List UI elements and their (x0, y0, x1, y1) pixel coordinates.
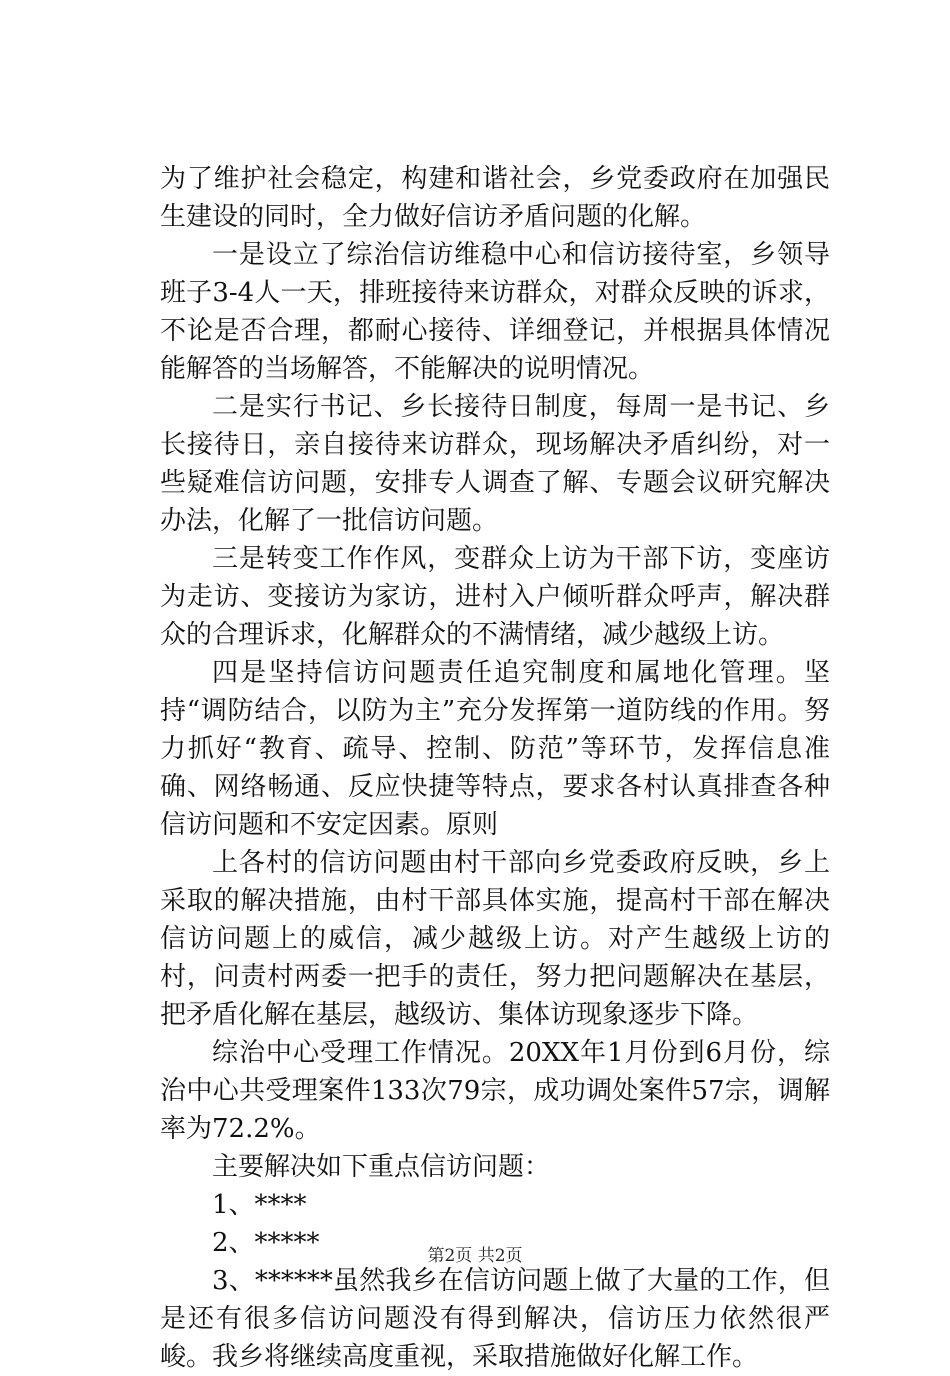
document-body (160, 160, 830, 1376)
paragraph-key-issues-heading: 主要解决如下重点信访问题： (212, 1152, 551, 1182)
page-number: 第2页 共2页 (427, 1246, 523, 1266)
list-item-issue-1: 1、**** (212, 1190, 307, 1220)
page-footer (0, 1244, 950, 1268)
paragraph-center-stats: 综治中心受理工作情况。20XX年1月份到6月份，综治中心共受理案件133次79宗，成功调处案件57宗，调解率为72.2%。 (160, 1038, 830, 1144)
paragraph-point-two: 二是实行书记、乡长接待日制度，每周一是书记、乡长接待日，亲自接待来访群众，现场解决矛盾纠纷，对一些疑难信访问题，安排专人调查了解、专题会议研究解决办法，化解了一批信访问题。 (160, 392, 830, 536)
paragraph-point-one: 一是设立了综治信访维稳中心和信访接待室，乡领导班子3-4人一天，排班接待来访群众，对群众反映的诉求，不论是否合理，都耐心接待、详细登记，并根据具体情况能解答的当场解答，不能解决的说明情况。 (160, 240, 830, 384)
list-item-issue-3: 3、******虽然我乡在信访问题上做了大量的工作，但是还有很多信访问题没有得到解决，信访压力依然很严峻。我乡将继续高度重视，采取措施做好化解工作。 (160, 1266, 830, 1372)
paragraph-point-three: 三是转变工作作风，变群众上访为干部下访，变座访为走访、变接访为家访，进村入户倾听群众呼声，解决群众的合理诉求，化解群众的不满情绪，减少越级上访。 (160, 544, 830, 650)
paragraph-intro: 为了维护社会稳定，构建和谐社会，乡党委政府在加强民生建设的同时，全力做好信访矛盾问题的化解。 (160, 164, 830, 232)
list-item-issue-2: 2、***** (212, 1228, 320, 1258)
paragraph-point-four: 四是坚持信访问题责任追究制度和属地化管理。坚持“调防结合，以防为主”充分发挥第一道防线的作用。努力抓好“教育、疏导、控制、防范”等环节，发挥信息准确、网络畅通、反应快捷等特点，要求各村认真排查各种信访问题和不安定因素。原则 (160, 658, 830, 840)
paragraph-principle: 上各村的信访问题由村干部向乡党委政府反映，乡上采取的解决措施，由村干部具体实施，提高村干部在解决信访问题上的威信，减少越级上访。对产生越级上访的村，问责村两委一把手的责任，努力把问题解决在基层，把矛盾化解在基层，越级访、集体访现象逐步下降。 (160, 848, 830, 1030)
